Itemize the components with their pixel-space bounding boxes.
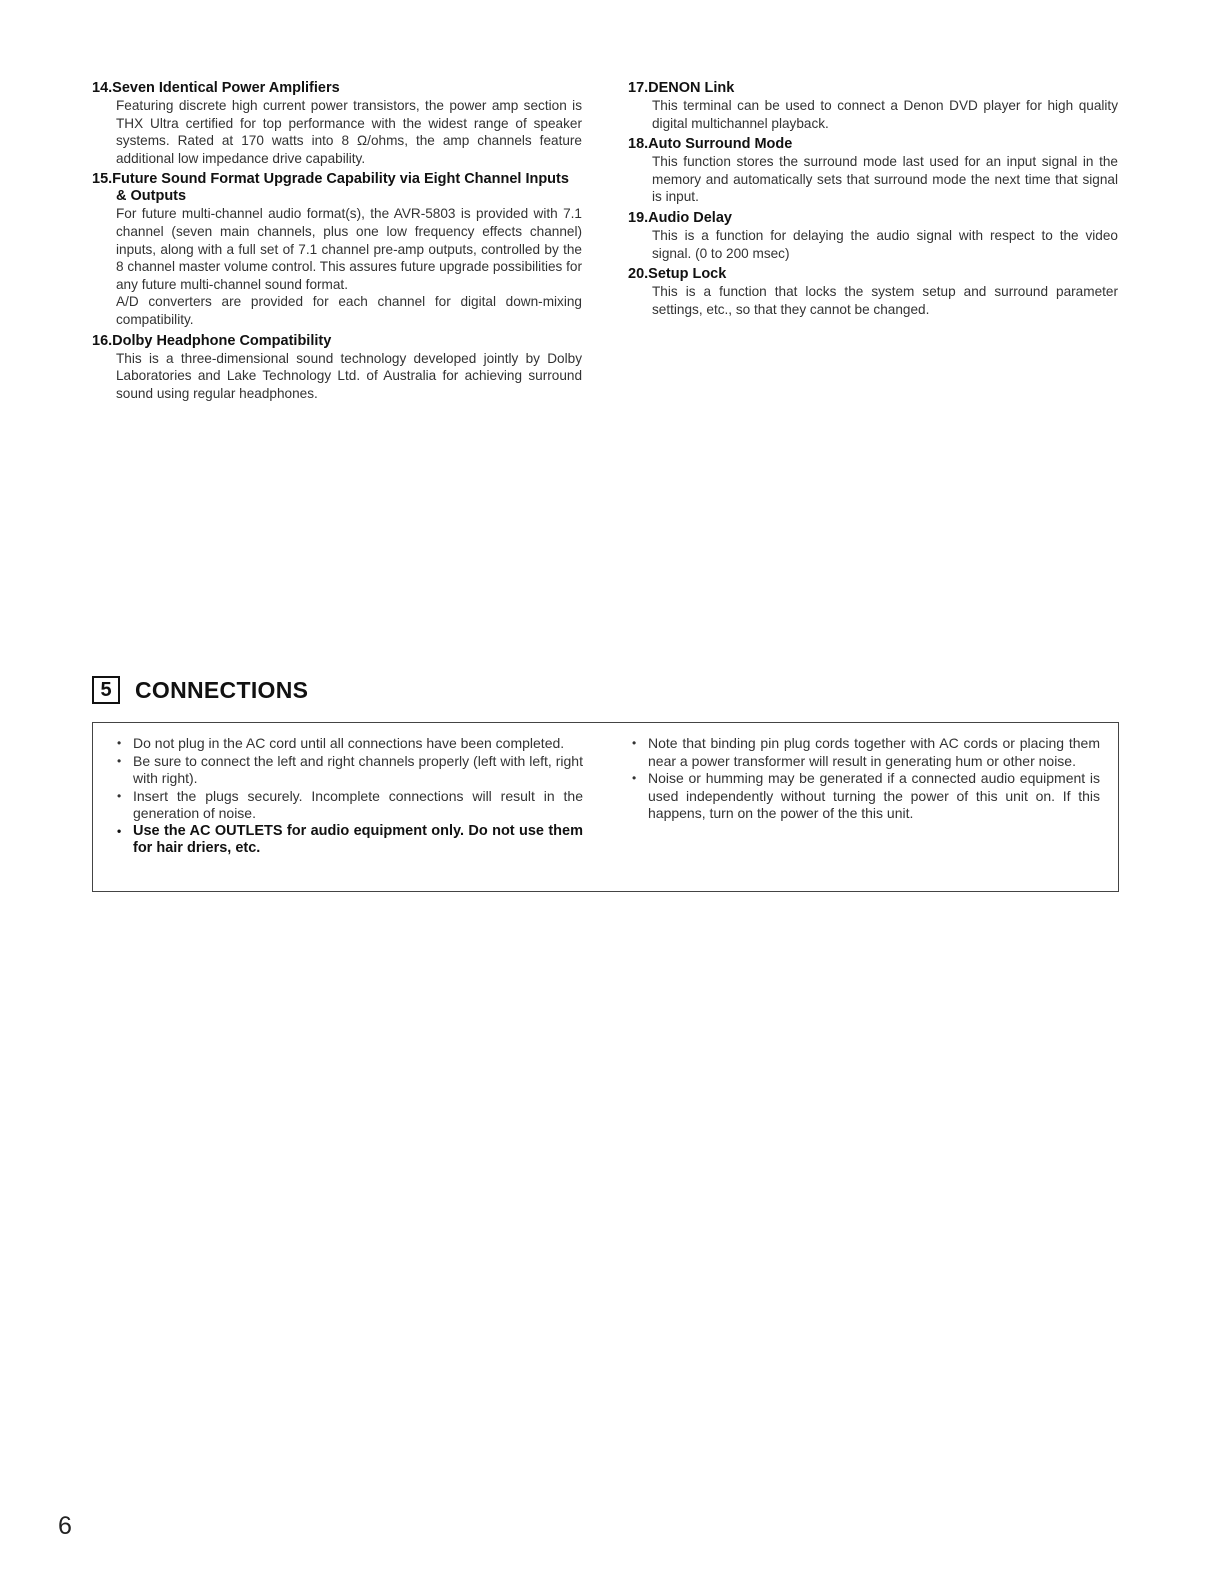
notice-item xyxy=(115,753,583,788)
feature-body xyxy=(628,283,1118,318)
connections-notice-box xyxy=(92,722,1119,892)
notice-item-emphasis xyxy=(115,823,583,858)
feature-body xyxy=(628,153,1118,206)
bullet-icon: • xyxy=(632,771,637,785)
section-heading xyxy=(92,676,308,704)
feature-item xyxy=(628,136,1118,206)
feature-paragraph: Featuring discrete high current power transistors, the power amp section is THX Ultra certified for top performance with the widest range of speaker systems. Rated at 170 watts into 8 Ω/ohms, the amp channels feature additional low impedance drive capability. xyxy=(116,98,582,166)
section-title: CONNECTIONS xyxy=(135,676,309,703)
feature-body xyxy=(92,97,582,167)
feature-title: 17.DENON Link xyxy=(628,80,735,96)
feature-paragraph: This terminal can be used to connect a Denon DVD player for high quality digital multichannel playback. xyxy=(652,98,1118,131)
features-left-column xyxy=(92,80,582,406)
bullet-icon: • xyxy=(117,823,122,838)
feature-title: 14.Seven Identical Power Amplifiers xyxy=(92,80,340,96)
feature-item xyxy=(92,333,582,403)
section-number-box: 5 xyxy=(92,676,120,704)
notice-text: Insert the plugs securely. Incomplete connections will result in the generation of noise. xyxy=(133,787,583,821)
feature-paragraph: This function stores the surround mode last used for an input signal in the memory and automatically sets that surround mode the next time that signal is input. xyxy=(652,154,1118,205)
feature-item xyxy=(628,266,1118,318)
bullet-icon: • xyxy=(117,753,122,768)
feature-paragraph: This is a function for delaying the audio signal with respect to the video signal. (0 to 200 msec) xyxy=(652,227,1118,261)
feature-title: 16.Dolby Headphone Compatibility xyxy=(92,332,332,349)
feature-paragraph: This is a three-dimensional sound technology developed jointly by Dolby Laboratories and Lake Technology Ltd. of Australia for achieving surround sound using regular headphones. xyxy=(116,350,582,401)
feature-item xyxy=(92,171,582,328)
feature-title: 20.Setup Lock xyxy=(628,266,727,283)
feature-paragraph: This is a function that locks the system setup and surround parameter settings, etc., so that they cannot be changed. xyxy=(652,284,1118,317)
notice-item xyxy=(630,770,1100,823)
notice-text: Noise or humming may be generated if a connected audio equipment is used independently without turning the power of this unit on. If this happens, turn on the power of the this unit. xyxy=(648,770,1100,821)
feature-item xyxy=(628,210,1118,262)
feature-body xyxy=(628,97,1118,132)
feature-item xyxy=(628,80,1118,132)
notice-list-right xyxy=(630,735,1100,823)
bullet-icon: • xyxy=(117,736,122,750)
feature-body xyxy=(628,227,1118,262)
notice-list-left xyxy=(115,735,583,858)
feature-title: 18.Auto Surround Mode xyxy=(628,136,793,153)
notice-item xyxy=(115,735,583,753)
features-right-column xyxy=(628,80,1118,322)
notice-text: Note that binding pin plug cords together with AC cords or placing them near a power transformer will result in generating hum or other noise. xyxy=(648,735,1100,769)
feature-paragraph: A/D converters are provided for each channel for digital down-mixing compatibility. xyxy=(116,294,582,327)
feature-paragraph: For future multi-channel audio format(s), the AVR-5803 is provided with 7.1 channel (seven main channels, plus one low frequency effects channel) inputs, along with a full set of 7.1 channel pre-amp outputs, controlled by the 8 channel master volume control. This assures future upgrade possibilities for any future multi-channel sound format. xyxy=(116,206,582,292)
notice-item xyxy=(115,788,583,823)
notice-text: Be sure to connect the left and right channels properly (left with left, right with right). xyxy=(133,752,583,786)
feature-title: 19.Audio Delay xyxy=(628,209,732,226)
feature-title: 15.Future Sound Format Upgrade Capability via Eight Channel Inputs & Outputs xyxy=(92,171,569,205)
notice-text: Do not plug in the AC cord until all connections have been completed. xyxy=(133,735,565,751)
feature-body xyxy=(92,350,582,403)
feature-body xyxy=(92,205,582,328)
notice-text: Use the AC OUTLETS for audio equipment only. Do not use them for hair driers, etc. xyxy=(133,822,583,856)
bullet-icon: • xyxy=(632,736,637,750)
feature-item xyxy=(92,80,582,167)
page-number: 6 xyxy=(58,1512,72,1540)
notice-item xyxy=(630,735,1100,770)
bullet-icon: • xyxy=(117,788,122,803)
